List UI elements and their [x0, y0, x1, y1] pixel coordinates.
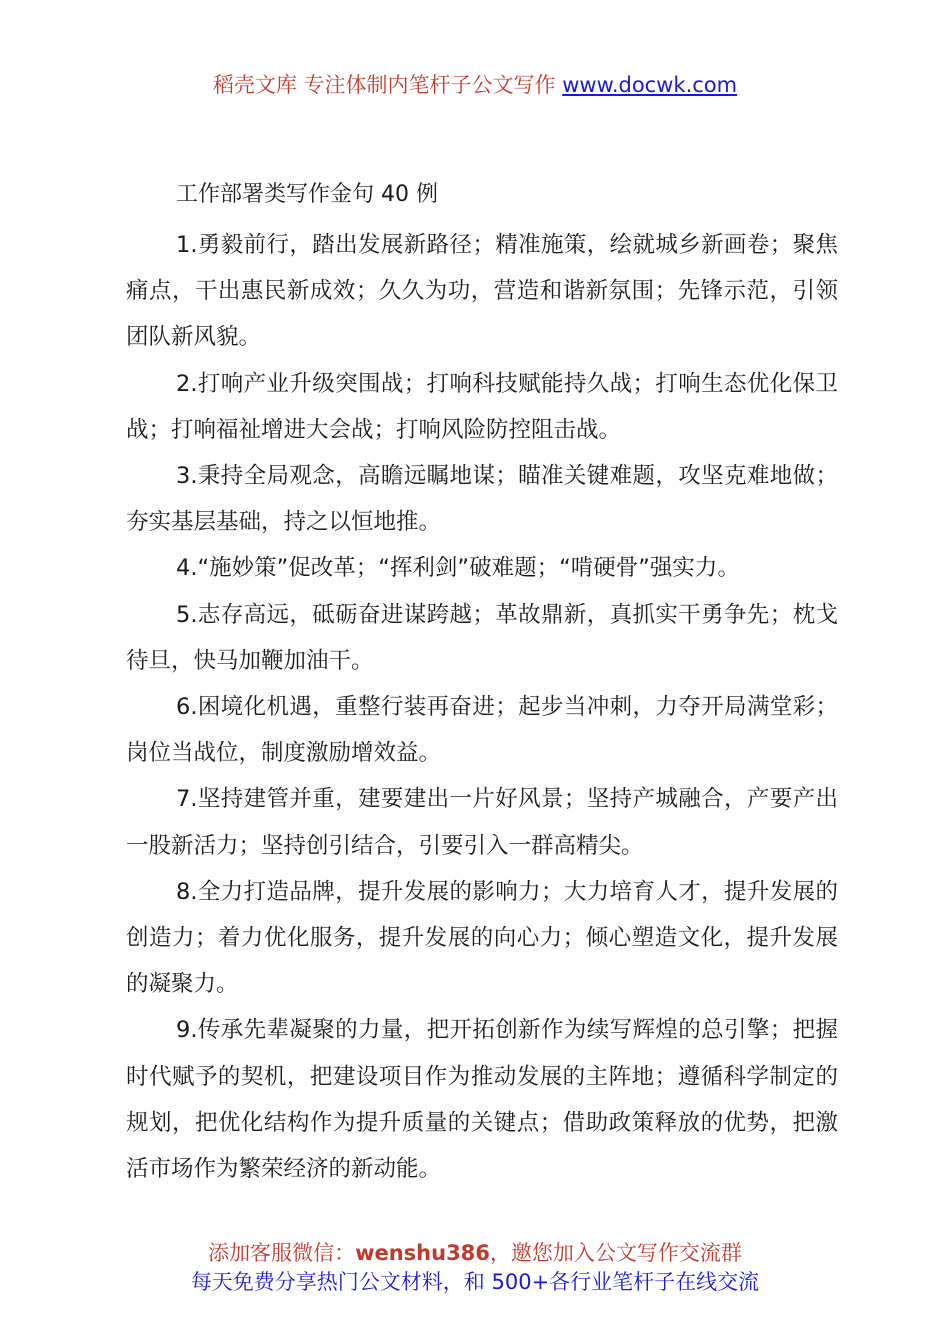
- paragraph-9: 9.传承先辈凝聚的力量，把开拓创新作为续写辉煌的总引擎；把握时代赋予的契机，把建设项目作为推动发展的主阵地；遵循科学制定的规划，把优化结构作为提升质量的关键点；借助政策释放的优势，把激活市场作为繁荣经济的新动能。: [126, 1017, 838, 1183]
- footer-contact-prefix: 添加客服微信：: [208, 1241, 356, 1265]
- paragraph-3: 3.秉持全局观念，高瞻远瞩地谋；瞄准关键难题，攻坚克难地做；夯实基层基础，持之以恒地推。: [126, 463, 838, 536]
- site-header: [0, 70, 950, 100]
- footer-contact-suffix: ，邀您加入公文写作交流群: [489, 1241, 742, 1265]
- document-body: [126, 176, 838, 1192]
- footer-contact-line: [0, 1239, 950, 1268]
- paragraph-6: 6.困境化机遇，重整行装再奋进；起步当冲刺，力夺开局满堂彩；岗位当战位，制度激励增效益。: [126, 694, 838, 767]
- document-title: 工作部署类写作金句 40 例: [176, 182, 438, 207]
- footer-share-line: 每天免费分享热门公文材料，和 500+各行业笔杆子在线交流: [190, 1270, 760, 1294]
- brand-slogan: 稻壳文库 专注体制内笔杆子公文写作: [212, 73, 563, 97]
- paragraph-5: 5.志存高远，砥砺奋进谋跨越；革故鼎新，真抓实干勇争先；枕戈待旦，快马加鞭加油干。: [126, 601, 838, 674]
- site-footer: [0, 1239, 950, 1297]
- paragraph-8: 8.全力打造品牌，提升发展的影响力；大力培育人才，提升发展的创造力；着力优化服务，提升发展的向心力；倾心塑造文化，提升发展的凝聚力。: [126, 878, 838, 998]
- paragraph-7: 7.坚持建管并重，建要建出一片好风景；坚持产城融合，产要产出一股新活力；坚持创引结合，引要引入一群高精尖。: [126, 786, 838, 859]
- paragraph-1: 1.勇毅前行，踏出发展新路径；精准施策，绘就城乡新画卷；聚焦痛点，干出惠民新成效；久久为功，营造和谐新氛围；先锋示范，引领团队新风貌。: [126, 232, 838, 351]
- paragraph-4: 4.“施妙策”促改革；“挥利剑”破难题；“啃硬骨”强实力。: [176, 555, 740, 582]
- wechat-id: wenshu386: [355, 1241, 490, 1265]
- site-link[interactable]: www.docwk.com: [562, 73, 738, 97]
- paragraph-2: 2.打响产业升级突围战；打响科技赋能持久战；打响生态优化保卫战；打响福祉增进大会战；打响风险防控阻击战。: [126, 370, 838, 443]
